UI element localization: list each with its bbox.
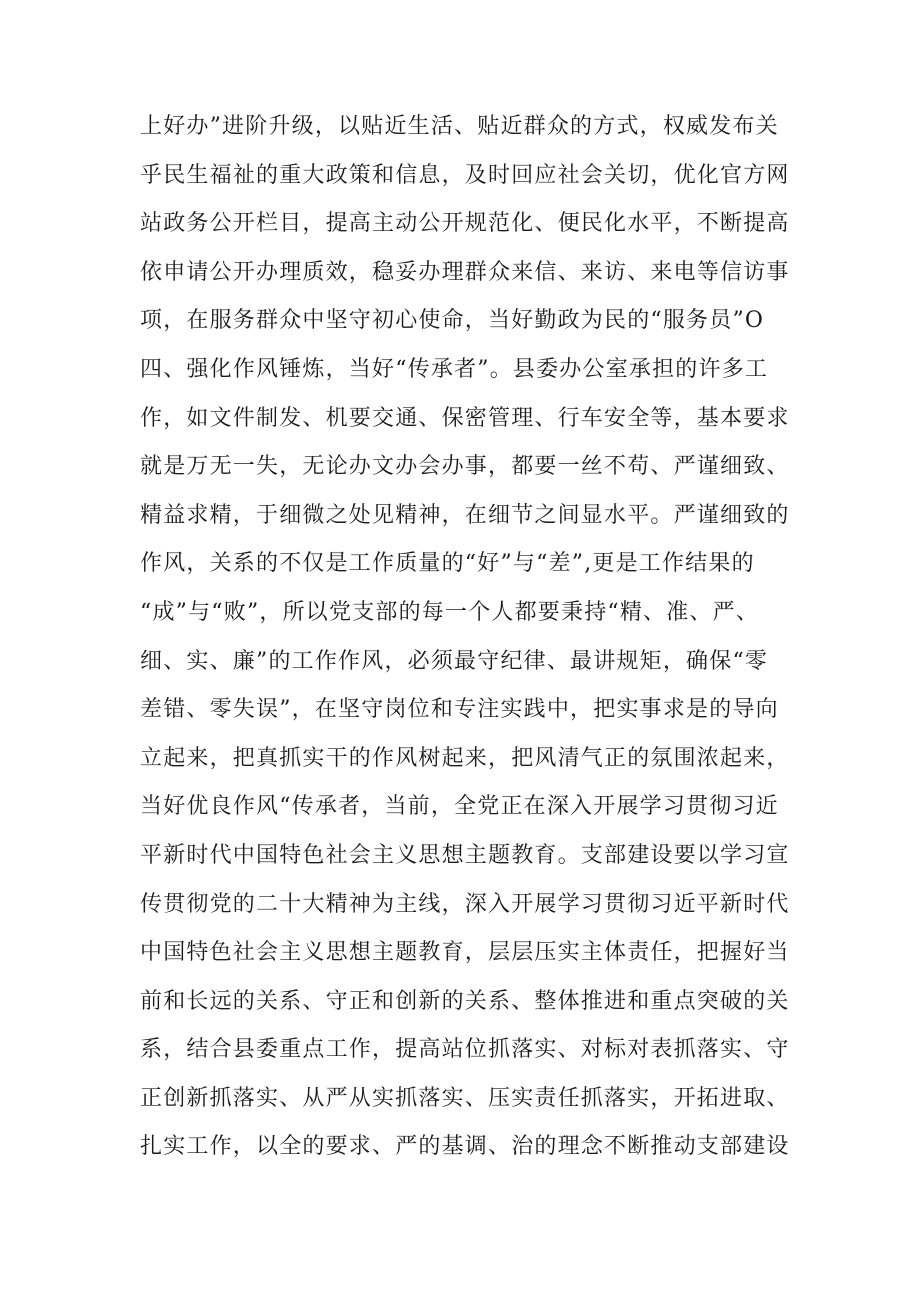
- text-line: 细、实、廉”的工作作风，必须最守纪律、最讲规矩，确保“零: [140, 648, 769, 674]
- text-line: 中国特色社会主义思想主题教育，层层压实主体责任，把握好当: [140, 940, 790, 966]
- text-line: 依申请公开办理质效，稳妥办理群众来信、来访、来电等信访事: [140, 259, 790, 285]
- text-line: 就是万无一失，无论办文办会办事，都要一丝不苟、严谨细致、: [140, 454, 790, 480]
- text-line: 正创新抓落实、从严从实抓落实、压实责任抓落实，开拓进取、: [140, 1085, 790, 1111]
- text-line: 前和长远的关系、守正和创新的关系、整体推进和重点突破的关: [140, 988, 790, 1014]
- text-line: 精益求精，于细微之处见精神，在细节之间显水平。严谨细致的: [140, 502, 790, 528]
- text-line: 平新时代中国特色社会主义思想主题教育。支部建设要以学习宣: [140, 842, 790, 868]
- text-line: 作，如文件制发、机要交通、保密管理、行车安全等，基本要求: [140, 405, 790, 431]
- text-line: 站政务公开栏目，提高主动公开规范化、便民化水平，不断提高: [140, 211, 790, 237]
- text-line: 当好优良作风“传承者，当前，全党正在深入开展学习贯彻习近: [140, 794, 779, 820]
- text-line: 上好办”进阶升级，以贴近生活、贴近群众的方式，权威发布关: [140, 114, 779, 139]
- body-text: [140, 103, 800, 1172]
- text-line: 立起来，把真抓实干的作风树起来，把风清气正的氛围浓起来，: [140, 745, 790, 771]
- text-line: 项，在服务群众中坚守初心使命，当好勤政为民的“服务员”O: [140, 308, 765, 334]
- text-line: 四、强化作风锤炼，当好“传承者”。县委办公室承担的许多工: [140, 356, 769, 382]
- text-line: 传贯彻党的二十大精神为主线，深入开展学习贯彻习近平新时代: [140, 891, 790, 917]
- text-line: 作风，关系的不仅是工作质量的“好”与“差”,更是工作结果的: [140, 551, 755, 577]
- text-line: “成”与“败”，所以党支部的每一个人都要秉持“精、准、严、: [140, 599, 760, 625]
- text-line: 扎实工作，以全的要求、严的基调、治的理念不断推动支部建设: [140, 1134, 790, 1160]
- text-line: 差错、零失误”，在坚守岗位和专注实践中，把实事求是的导向: [140, 697, 779, 723]
- text-line: 系，结合县委重点工作，提高站位抓落实、对标对表抓落实、守: [140, 1037, 790, 1063]
- text-line: 乎民生福祉的重大政策和信息，及时回应社会关切，优化官方网: [140, 162, 790, 188]
